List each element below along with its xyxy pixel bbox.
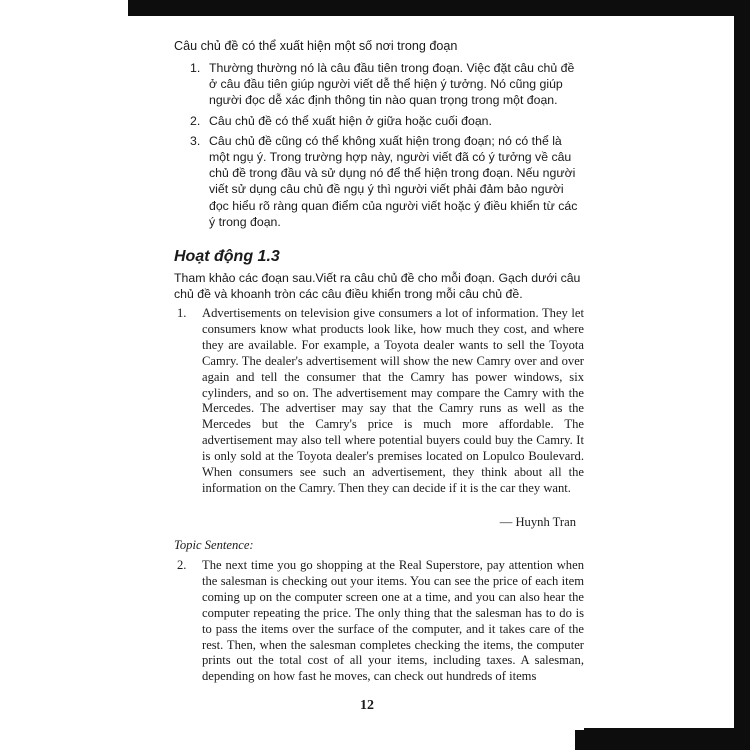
book-page <box>150 16 584 730</box>
list-item <box>174 113 584 129</box>
author: — Huynh Tran <box>499 515 576 529</box>
page-number: 12 <box>360 698 374 713</box>
activity-description: Tham khảo các đoạn sau.Viết ra câu chủ đề cho mỗi đoạn. Gạch dưới câu chủ đề và khoanh tròn các câu điều khiển trong mỗi câu chủ đề. <box>174 271 581 302</box>
item-number: 1. <box>190 61 201 75</box>
list-item <box>174 60 584 109</box>
item-text: Câu chủ đề có thể xuất hiện ở giữa hoặc cuối đoạn. <box>209 113 492 128</box>
paragraph-text: The next time you go shopping at the Real Superstore, pay attention when the salesman is checking out your items. You can see the price of each item coming up on the computer screen one at a time, and you can also hear the computer repeating the price. The only thing that the salesman has to do is to pass the items over the surface of the computer, and it takes care of the rest. Then, when the salesman completes checking the items, the computer prints out the total cost of all your items, including taxes. A salesman, depending on how fast he moves, can check out hundreds of items <box>202 558 584 684</box>
scan-edge-top <box>128 0 750 16</box>
item-text: Thường thường nó là câu đầu tiên trong đoạn. Việc đặt câu chủ đề ở câu đầu tiên giúp người viết dễ thể hiện ý tưởng. Nó cũng giúp người đọc dễ xác định thông tin nào quan trọng trong một đoạn. <box>209 61 575 108</box>
paragraph-number: 2. <box>177 558 187 572</box>
scan-edge-right <box>734 0 750 750</box>
item-number: 2. <box>190 113 201 128</box>
paragraph-1 <box>174 306 584 497</box>
paragraph-text: Advertisements on television give consumers a lot of information. They let consumers know what products look like, how much they cost, and where they are available. For example, a Toyota dealer wants to sell the Toyota Camry. The dealer's advertisement will show the new Camry over and over again and tell the consumer that the Camry has power windows, six cylinders, and so on. The advertisement may compare the Camry with the Mercedes. The advertiser may say that the Camry runs as well as the Mercedes but the Camry's price is much more affordable. The advertisement may also tell where potential buyers could buy the Camry. It is only sold at the Toyota dealer's premises located on Lopulco Boulevard. When consumers see such an advertisement, they think about all the information on the Camry. Then they can decide if it is the car they want. <box>202 306 584 495</box>
points-list <box>174 60 584 234</box>
item-text: Câu chủ đề cũng có thể không xuất hiện trong đoạn; nó có thể là một ngụ ý. Trong trường hợp này, người viết đã có ý tưởng về câu chủ đề trong đầu và sử dụng nó để thể hiện trong đoạn. Nếu người viết sử dụng câu chủ đề ngụ ý thì người viết phải đảm bảo người đọc hiểu rõ ràng quan điểm của người viết hoặc ý điều khiển từ các ý trong đoạn. <box>209 133 578 229</box>
item-number: 3. <box>190 133 201 148</box>
paragraph-number: 1. <box>177 306 187 320</box>
paragraph-2 <box>174 558 584 685</box>
list-item <box>174 133 584 230</box>
intro-text: Câu chủ đề có thể xuất hiện một số nơi trong đoạn <box>174 39 458 53</box>
scan-edge-corner <box>575 728 750 750</box>
topic-sentence-label: Topic Sentence: <box>174 538 254 552</box>
activity-title: Hoạt động 1.3 <box>174 248 280 265</box>
